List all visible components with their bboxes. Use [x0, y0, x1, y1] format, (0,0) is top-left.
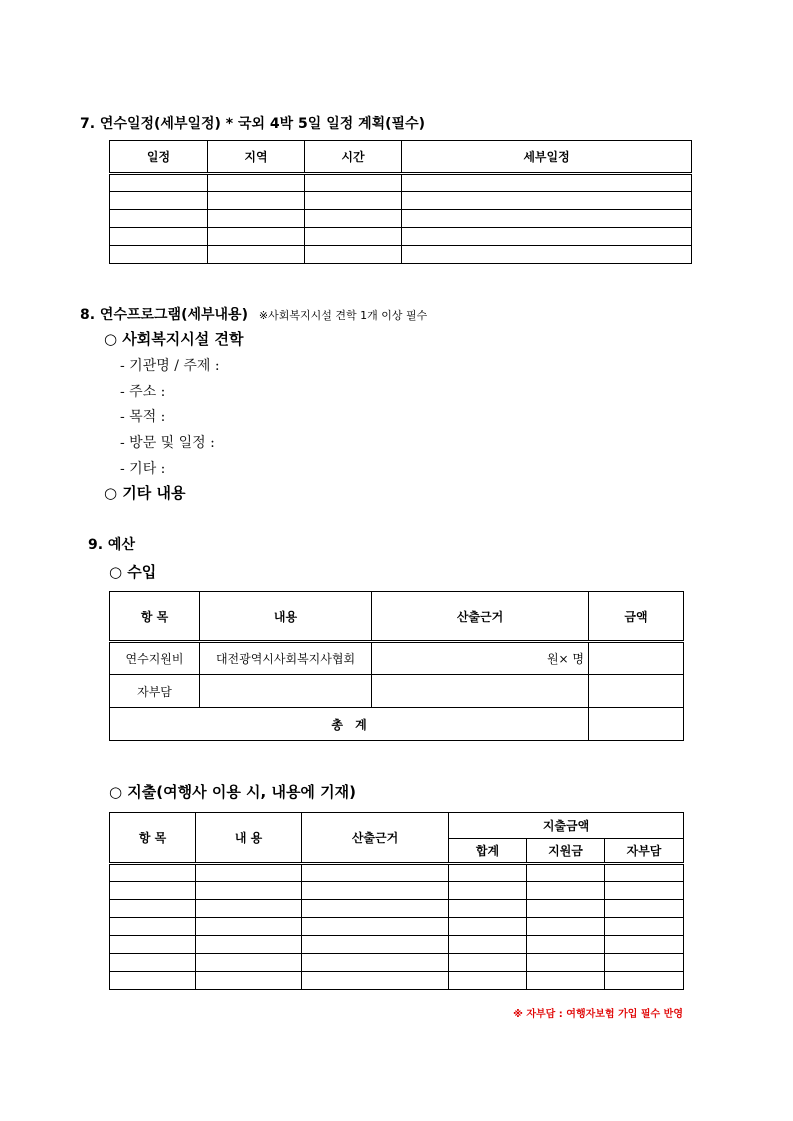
table-cell[interactable]: [302, 972, 449, 990]
table-cell[interactable]: [449, 918, 527, 936]
table-cell[interactable]: [302, 882, 449, 900]
income-content-cell[interactable]: [200, 675, 372, 708]
schedule-header-date: 일정: [110, 141, 208, 174]
table-cell[interactable]: [402, 192, 692, 210]
table-cell[interactable]: [449, 936, 527, 954]
schedule-row: [110, 210, 692, 228]
expense-heading: ○ 지출(여행사 이용 시, 내용에 기재): [109, 783, 356, 801]
expense-header-total: 합계: [449, 839, 527, 864]
table-cell[interactable]: [110, 882, 196, 900]
table-cell[interactable]: [302, 864, 449, 882]
expense-row: [110, 882, 684, 900]
expense-row: [110, 900, 684, 918]
table-cell[interactable]: [527, 918, 605, 936]
income-basis-cell[interactable]: [372, 675, 589, 708]
section8-title-text: 8. 연수프로그램(세부내용): [80, 307, 248, 323]
list-item-other: - 기타 :: [120, 461, 166, 477]
table-cell[interactable]: [305, 228, 402, 246]
table-cell[interactable]: [110, 900, 196, 918]
expense-row: [110, 864, 684, 882]
income-total-row: [110, 708, 684, 741]
list-item-visit-schedule: - 방문 및 일정 :: [120, 435, 215, 451]
income-header-row: [110, 592, 684, 642]
list-item-purpose: - 목적 :: [120, 409, 166, 425]
facility-visit-heading: ○ 사회복지시설 견학: [104, 330, 244, 348]
table-cell[interactable]: [208, 192, 305, 210]
schedule-table: [109, 140, 692, 264]
table-cell[interactable]: [527, 882, 605, 900]
table-cell[interactable]: [302, 918, 449, 936]
table-cell[interactable]: [110, 174, 208, 192]
table-cell[interactable]: [605, 918, 684, 936]
table-cell[interactable]: [605, 936, 684, 954]
table-cell[interactable]: [208, 210, 305, 228]
table-cell[interactable]: [402, 246, 692, 264]
schedule-row: [110, 174, 692, 192]
schedule-header-time: 시간: [305, 141, 402, 174]
income-header-amount: 금액: [589, 592, 684, 642]
income-row: [110, 675, 684, 708]
footnote-self-pay: ※ 자부담 : 여행자보험 가입 필수 반영: [513, 1009, 683, 1020]
table-cell[interactable]: [196, 936, 302, 954]
section8-note: ※사회복지시설 견학 1개 이상 필수: [258, 309, 428, 322]
table-cell[interactable]: [196, 900, 302, 918]
table-cell[interactable]: [110, 210, 208, 228]
schedule-header-row: [110, 141, 692, 174]
table-cell[interactable]: [527, 972, 605, 990]
expense-header-item: 항 목: [110, 813, 196, 864]
table-cell[interactable]: [449, 900, 527, 918]
section8-title: [80, 304, 427, 324]
table-cell[interactable]: [110, 936, 196, 954]
table-cell[interactable]: [527, 900, 605, 918]
table-cell[interactable]: [110, 972, 196, 990]
income-total-label: 총 계: [110, 708, 589, 741]
expense-header-subsidy: 지원금: [527, 839, 605, 864]
table-cell[interactable]: [196, 954, 302, 972]
table-cell[interactable]: [208, 174, 305, 192]
table-cell[interactable]: [305, 210, 402, 228]
table-cell[interactable]: [110, 918, 196, 936]
table-cell[interactable]: [605, 900, 684, 918]
table-cell[interactable]: [302, 954, 449, 972]
section7-title: 7. 연수일정(세부일정) * 국외 4박 5일 일정 계획(필수): [80, 116, 426, 132]
other-content-heading: ○ 기타 내용: [104, 484, 186, 502]
schedule-row: [110, 228, 692, 246]
table-cell[interactable]: [527, 864, 605, 882]
income-heading: ○ 수입: [109, 563, 157, 581]
income-total-amount[interactable]: [589, 708, 684, 741]
income-item-cell: 자부담: [110, 675, 200, 708]
income-amount-cell[interactable]: [589, 642, 684, 675]
expense-row: [110, 972, 684, 990]
table-cell[interactable]: [402, 210, 692, 228]
table-cell[interactable]: [305, 174, 402, 192]
income-row: [110, 642, 684, 675]
expense-row: [110, 936, 684, 954]
expense-table: [109, 812, 684, 990]
table-cell[interactable]: [302, 936, 449, 954]
expense-row: [110, 954, 684, 972]
table-cell[interactable]: [208, 228, 305, 246]
schedule-header-detail: 세부일정: [402, 141, 692, 174]
table-cell[interactable]: [110, 246, 208, 264]
table-cell[interactable]: [196, 918, 302, 936]
table-cell[interactable]: [196, 882, 302, 900]
table-cell[interactable]: [302, 900, 449, 918]
table-cell[interactable]: [402, 228, 692, 246]
expense-header-basis: 산출근거: [302, 813, 449, 864]
table-cell[interactable]: [110, 954, 196, 972]
expense-header-content: 내 용: [196, 813, 302, 864]
table-cell[interactable]: [110, 228, 208, 246]
income-header-basis: 산출근거: [372, 592, 589, 642]
income-content-cell: 대전광역시사회복지사협회: [200, 642, 372, 675]
expense-header-row: [110, 813, 684, 839]
income-table: [109, 591, 684, 741]
table-cell[interactable]: [110, 192, 208, 210]
table-cell[interactable]: [449, 864, 527, 882]
expense-header-self: 자부담: [605, 839, 684, 864]
list-item-institution: - 기관명 / 주제 :: [120, 358, 220, 374]
income-header-content: 내용: [200, 592, 372, 642]
table-cell[interactable]: [402, 174, 692, 192]
schedule-header-region: 지역: [208, 141, 305, 174]
schedule-row: [110, 246, 692, 264]
income-amount-cell[interactable]: [589, 675, 684, 708]
income-item-cell: 연수지원비: [110, 642, 200, 675]
table-cell[interactable]: [449, 882, 527, 900]
table-cell[interactable]: [605, 954, 684, 972]
income-basis-cell[interactable]: 원× 명: [372, 642, 589, 675]
table-cell[interactable]: [196, 864, 302, 882]
table-cell[interactable]: [605, 972, 684, 990]
table-cell[interactable]: [305, 246, 402, 264]
schedule-row: [110, 192, 692, 210]
table-cell[interactable]: [527, 936, 605, 954]
table-cell[interactable]: [527, 954, 605, 972]
table-cell[interactable]: [449, 972, 527, 990]
table-cell[interactable]: [449, 954, 527, 972]
table-cell[interactable]: [605, 864, 684, 882]
income-header-item: 항 목: [110, 592, 200, 642]
section9-title: 9. 예산: [88, 537, 135, 553]
table-cell[interactable]: [208, 246, 305, 264]
expense-header-amount-group: 지출금액: [449, 813, 684, 839]
table-cell[interactable]: [110, 864, 196, 882]
table-cell[interactable]: [305, 192, 402, 210]
table-cell[interactable]: [196, 972, 302, 990]
expense-row: [110, 918, 684, 936]
list-item-address: - 주소 :: [120, 384, 166, 400]
table-cell[interactable]: [605, 882, 684, 900]
